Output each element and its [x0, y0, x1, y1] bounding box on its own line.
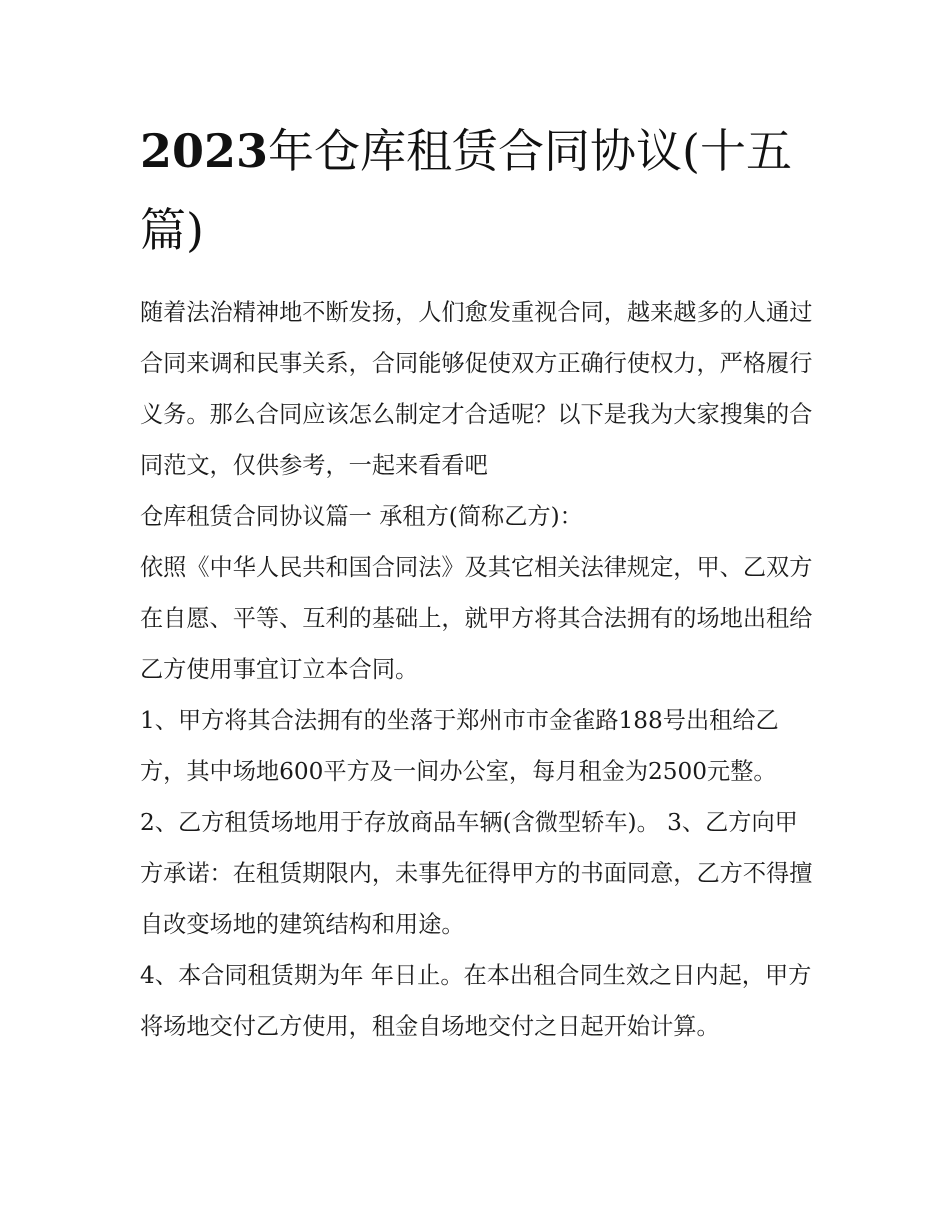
document-body [140, 287, 820, 1052]
document-title [140, 112, 820, 270]
legal-basis-paragraph: 依照《中华人民共和国合同法》及其它相关法律规定，甲、乙双方在自愿、平等、互利的基础上，就甲方将其合法拥有的场地出租给乙方使用事宜订立本合同。 [140, 554, 813, 683]
title-text: 年仓库租赁合同协议(十五篇) [140, 124, 792, 257]
clause-2-3-paragraph: 2、乙方租赁场地用于存放商品车辆(含微型轿车)。 3、乙方向甲方承诺：在租赁期限内，未事先征得甲方的书面同意，乙方不得擅自改变场地的建筑结构和用途。 [140, 809, 813, 938]
clause-1-paragraph: 1、甲方将其合法拥有的坐落于郑州市市金雀路188号出租给乙方，其中场地600平方及一间办公室，每月租金为2500元整。 [140, 707, 779, 785]
title-year: 2023 [140, 124, 269, 178]
clause-4-paragraph: 4、本合同租赁期为年 年日止。在本出租合同生效之日内起，甲方将场地交付乙方使用，租金自场地交付之日起开始计算。 [140, 962, 812, 1040]
intro-paragraph: 随着法治精神地不断发扬，人们愈发重视合同，越来越多的人通过合同来调和民事关系，合同能够促使双方正确行使权力，严格履行义务。那么合同应该怎么制定才合适呢？以下是我为大家搜集的合同范文，仅供参考，一起来看看吧 [140, 299, 813, 479]
section-heading-paragraph: 仓库租赁合同协议篇一 承租方(简称乙方)： [140, 503, 583, 530]
document-page [140, 112, 820, 1052]
